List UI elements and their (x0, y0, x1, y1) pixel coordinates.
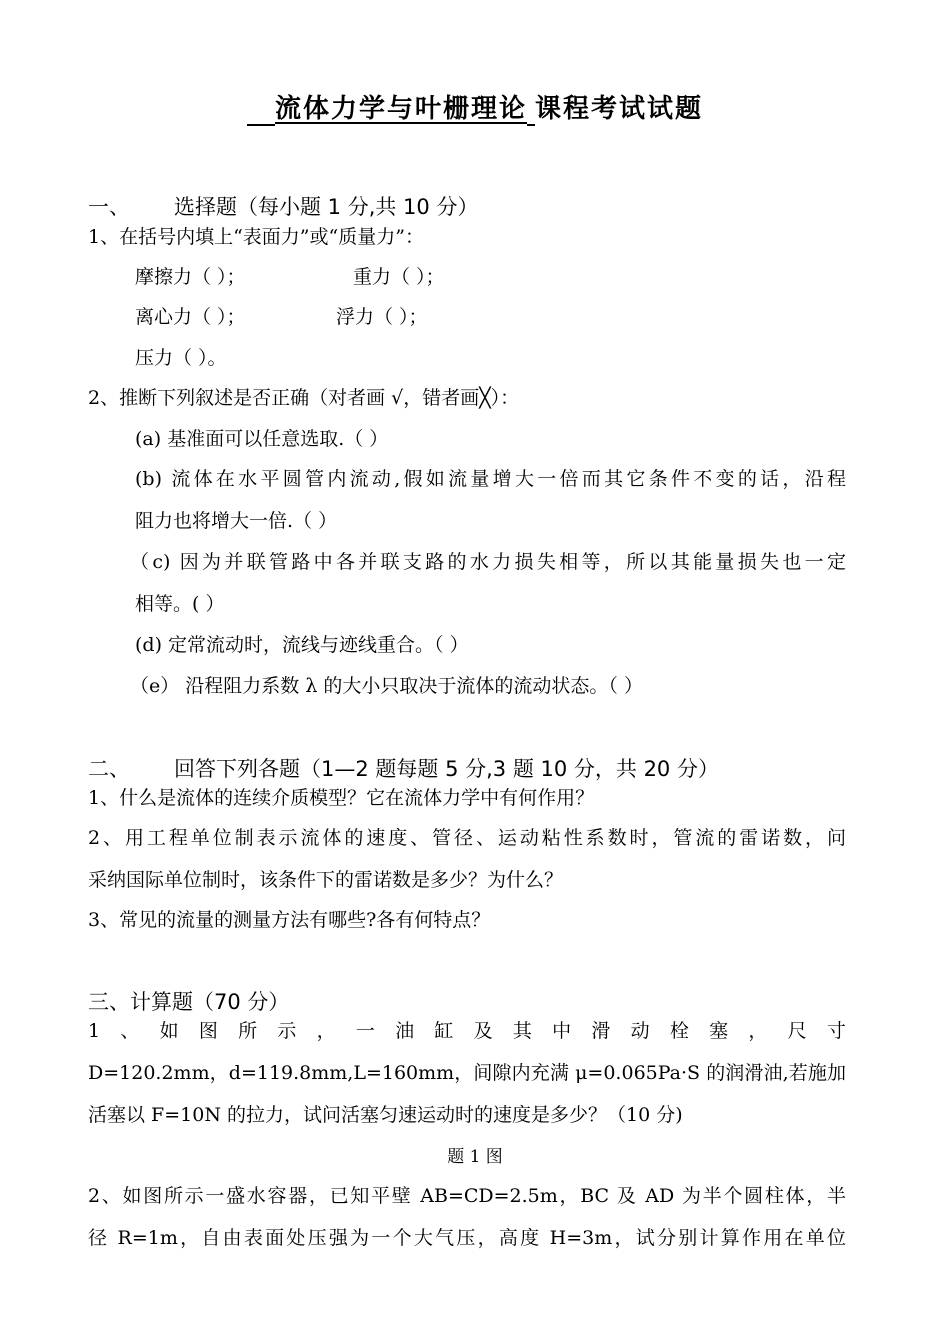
section1-heading (88, 193, 478, 221)
problem-1-char: 一 (355, 1020, 375, 1042)
problem-1-char: 塞 (709, 1020, 729, 1042)
problem-1-char: 寸 (826, 1020, 846, 1042)
exam-title (0, 92, 950, 126)
section1-title: 选择题（每小题 1 分,共 10 分） (174, 195, 479, 219)
problem-1-char: 1 (88, 1020, 101, 1042)
problem-1-char: 缸 (434, 1020, 454, 1042)
section1-number: 一、 (88, 195, 130, 219)
title-suffix: 课程考试试题 (535, 94, 704, 124)
s1-q1-buoyancy: 浮力（ ）； (336, 306, 428, 328)
section2-title: 回答下列各题（1—2 题每题 5 分,3 题 10 分，共 20 分） (174, 757, 719, 781)
problem-1-char: 滑 (591, 1020, 611, 1042)
problem-1-char: 尺 (787, 1020, 807, 1042)
s1-q2-b-line1: (b) 流体在水平圆管内流动,假如流量增大一倍而其它条件不变的话，沿程 (135, 468, 846, 490)
problem-1-char: 中 (552, 1020, 572, 1042)
problem-1-char: ， (748, 1020, 768, 1042)
problem-1-char: 其 (512, 1020, 532, 1042)
s1-q2-e: （e） 沿程阻力系数 λ 的大小只取决于流体的流动状态。（ ） (130, 675, 643, 697)
s3-problem-1-line2: D=120.2mm，d=119.8mm,L=160mm，间隙内充满 μ=0.065Pa·S 的润滑油,若施加 (88, 1062, 846, 1084)
s2-question-2-line1: 2、用工程单位制表示流体的速度、管径、运动粘性系数时，管流的雷诺数，问 (88, 827, 846, 849)
s3-problem-2-line2: 径 R=1m，自由表面处压强为一个大气压，高度 H=3m，试分别计算作用在单位 (88, 1227, 846, 1249)
s3-problem-2-line1: 2、如图所示一盛水容器，已知平壁 AB=CD=2.5m，BC 及 AD 为半个圆柱体，半 (88, 1185, 846, 1207)
s1-q1-centrifugal: 离心力（ ）； (135, 306, 246, 328)
section2-number: 二、 (88, 757, 130, 781)
section2-heading (88, 755, 719, 783)
s1-q2-c-line1: （c) 因为并联管路中各并联支路的水力损失相等，所以其能量损失也一定 (130, 551, 846, 573)
problem-1-char: 动 (630, 1020, 650, 1042)
problem-1-char: ， (316, 1020, 336, 1042)
section3-heading: 三、计算题（70 分） (88, 990, 290, 1014)
problem-1-char: 栓 (669, 1020, 689, 1042)
problem-1-char: 如 (159, 1020, 179, 1042)
title-underline-tail (527, 94, 535, 126)
title-underline-lead (247, 94, 275, 126)
s3-problem-1-line3: 活塞以 F=10N 的拉力，试问活塞匀速运动时的速度是多少？（10 分) (88, 1104, 683, 1126)
s2-question-2-line2: 采纳国际单位制时，该条件下的雷诺数是多少？为什么？ (88, 869, 564, 891)
s1-q2-d: (d) 定常流动时，流线与迹线重合。（ ） (135, 634, 469, 656)
s1-q2-c-line2: 相等。( ） (135, 593, 225, 615)
course-name: 流体力学与叶栅理论 (274, 94, 527, 124)
problem-1-char: 图 (198, 1020, 218, 1042)
s1-q1-friction: 摩擦力（ ）； (135, 266, 246, 288)
figure-1-caption: 题 1 图 (447, 1147, 503, 1167)
s1-question-1: 1、在括号内填上“表面力”或“质量力”： (88, 226, 424, 248)
problem-1-char: 及 (473, 1020, 493, 1042)
s1-q1-pressure: 压力（ ）。 (135, 347, 227, 369)
problem-1-char: 所 (238, 1020, 258, 1042)
s2-question-1: 1、什么是流体的连续介质模型？它在流体力学中有何作用？ (88, 787, 595, 809)
s1-question-2: 2、推断下列叙述是否正确（对者画 √，错者画╳）： (88, 387, 520, 409)
s1-q2-b-line2: 阻力也将增大一倍.（ ） (135, 510, 338, 532)
s1-q2-a: (a) 基准面可以任意选取.（ ） (135, 428, 389, 450)
s3-problem-1-line1 (88, 1018, 846, 1044)
problem-1-char: 示 (277, 1020, 297, 1042)
s2-question-3: 3、常见的流量的测量方法有哪些?各有何特点？ (88, 909, 491, 931)
problem-1-char: 油 (395, 1020, 415, 1042)
problem-1-char: 、 (120, 1020, 140, 1042)
s1-q1-gravity: 重力（ ）； (353, 266, 445, 288)
